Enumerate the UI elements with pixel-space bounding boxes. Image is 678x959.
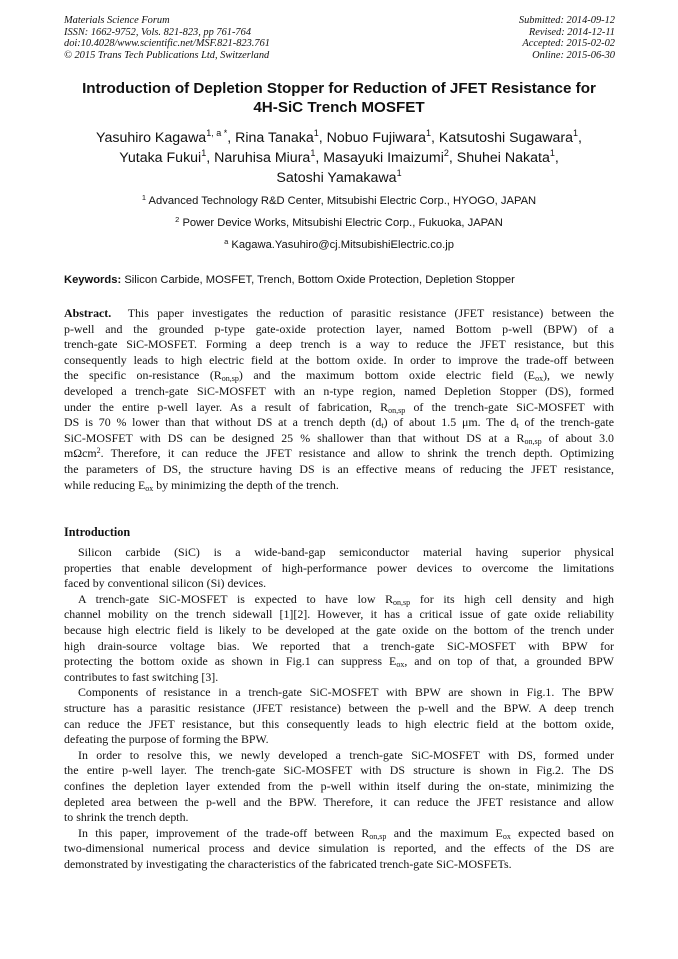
affiliation-mark: 1 <box>141 193 147 202</box>
text-run: ) and the maximum bottom oxide electric field (E <box>238 368 536 383</box>
affiliation-text: Power Device Works, Mitsubishi Electric Corp., Fukuoka, JAPAN <box>182 217 503 229</box>
text-run: by minimizing the depth of the trench. <box>153 477 339 492</box>
subscript: on,sp <box>221 374 239 384</box>
corresponding-email <box>40 238 638 252</box>
paper-title <box>40 79 638 117</box>
subscript: t <box>381 421 384 431</box>
title-line-1: Introduction of Depletion Stopper for Reduction of JFET Resistance for <box>82 80 596 97</box>
date-revised: Revised: 2014-12-11 <box>528 26 615 38</box>
journal-name: Materials Science Forum <box>64 15 170 26</box>
text-run: of the trench-gate <box>518 415 615 430</box>
affiliation-text: Advanced Technology R&D Center, Mitsubishi Electric Corp., HYOGO, JAPAN <box>148 195 537 207</box>
section-heading-introduction: Introduction <box>64 525 131 539</box>
subscript: on,sp <box>524 436 542 446</box>
affiliation-mark: a <box>224 237 229 246</box>
abstract-line: the parameters of DS, the structure having DS is an effective means of reducing the JFET resistance, <box>64 461 614 476</box>
abstract-line <box>64 446 614 462</box>
publication-dates <box>519 15 615 61</box>
title-line-2: 4H-SiC Trench MOSFET <box>253 99 425 116</box>
author-separator: , <box>554 150 559 166</box>
text-run: mΩcm <box>64 446 97 461</box>
subscript: on,sp <box>393 597 411 607</box>
email-text: Kagawa.Yasuhiro@cj.MitsubishiElectric.co.jp <box>231 239 454 251</box>
author-mark: 1 <box>572 128 578 138</box>
text-run: ) of about 1.5 μm. The d <box>383 415 517 430</box>
text-run: ), we newly <box>543 368 614 383</box>
subscript: ox <box>396 660 405 670</box>
author-name: Yutaka Fukui <box>119 150 202 166</box>
text-run: for its high cell density and high <box>410 591 614 606</box>
subscript: ox <box>502 831 511 841</box>
affiliation-1 <box>40 194 638 208</box>
journal-copyright: © 2015 Trans Tech Publications Ltd, Switzerland <box>64 49 270 61</box>
author-line-1 <box>40 128 638 148</box>
journal-doi: doi:10.4028/www.scientific.net/MSF.821-823.761 <box>64 38 270 50</box>
intro-line: depleted area between the p-well and the BPW. Therefore, it can reduce the JFET resistance and allow <box>64 794 614 809</box>
author-mark: 1 <box>201 148 207 158</box>
text-run: In this paper, improvement of the trade-off between R <box>78 825 370 840</box>
author-line-2 <box>40 148 638 168</box>
keywords-text: Silicon Carbide, MOSFET, Trench, Bottom Oxide Protection, Depletion Stopper <box>124 274 515 286</box>
intro-line <box>64 826 614 842</box>
author-name: , Shuhei Nakata <box>448 150 550 166</box>
text-run: , and on top of that, a grounded BPW <box>404 654 615 669</box>
intro-line: high drain-source voltage bias. We reported that a trench-gate SiC-MOSFET with BPW for <box>64 638 614 653</box>
intro-line: to shrink the trench depth. <box>64 810 189 825</box>
abstract-label: Abstract. <box>64 306 112 320</box>
subscript: on,sp <box>369 831 387 841</box>
abstract-line <box>64 415 614 431</box>
intro-line <box>64 654 614 670</box>
author-name: , Nobuo Fujiwara <box>318 130 426 146</box>
text-run: protecting the bottom oxide as shown in Fig.1 can suppress E <box>64 654 397 669</box>
author-mark: 1 <box>549 148 555 158</box>
subscript: on,sp <box>388 405 406 415</box>
intro-line: contributes to fast switching [3]. <box>64 669 219 684</box>
introduction-body <box>64 545 614 872</box>
intro-line: faced by conventional silicon (Si) devices. <box>64 576 267 591</box>
intro-line: Components of resistance in a trench-gate SiC-MOSFET with BPW are shown in Fig.1. The BPW <box>78 685 614 700</box>
text-run: under the entire p-well layer. As a result of fabrication, R <box>64 399 389 414</box>
abstract-line: p-well and the grounded p-type gate-oxide protection layer, named Bottom p-well (BPW) of a <box>64 321 614 336</box>
text-run: . Therefore, it can reduce the JFET resistance and allow to shrink the trench depth. Optimizing <box>100 446 614 461</box>
author-separator: , <box>577 130 582 146</box>
affiliation-2 <box>40 216 638 230</box>
subscript: ox <box>535 374 544 384</box>
author-name: Satoshi Yamakawa <box>276 170 397 186</box>
intro-line: can reduce the JFET resistance, but this consequently leads to high electric field at the bottom oxide, <box>64 716 614 731</box>
intro-line: structure has a parasitic resistance (JFET resistance) between the p-well and the BPW. A deep trench <box>64 700 614 715</box>
intro-line: demonstrated by investigating the characteristics of the fabricated trench-gate SiC-MOSFETs. <box>64 856 512 871</box>
abstract-line <box>64 431 614 447</box>
author-mark: 1 <box>310 148 316 158</box>
author-list <box>40 128 638 188</box>
intro-line: defeating the purpose of forming the BPW. <box>64 732 269 747</box>
intro-line: In order to resolve this, we newly developed a trench-gate SiC-MOSFET with DS, formed under <box>78 747 614 762</box>
journal-info <box>64 15 270 61</box>
text-run: DS is 70 % lower than that without DS at a trench depth (d <box>64 415 382 430</box>
author-mark: 1 <box>425 128 431 138</box>
author-name: Yasuhiro Kagawa <box>96 130 207 146</box>
abstract-line: developed a trench-gate SiC-MOSFET with an n-type region, named Depletion Stopper (DS), formed <box>64 383 614 398</box>
author-name: , Katsutoshi Sugawara <box>431 130 573 146</box>
author-line-3 <box>40 168 638 188</box>
keywords-label: Keywords: <box>64 274 122 286</box>
intro-line <box>64 592 614 608</box>
text-run: of the trench-gate SiC-MOSFET with <box>405 399 614 414</box>
author-name: , Rina Tanaka <box>227 130 314 146</box>
date-accepted: Accepted: 2015-02-02 <box>522 38 615 50</box>
text-run: the specific on-resistance (R <box>64 368 222 383</box>
abstract-line <box>64 368 614 384</box>
abstract-line <box>64 306 614 322</box>
text-run: SiC-MOSFET with DS can be designed 25 % shallower than that without DS at a R <box>64 430 525 445</box>
author-mark: 2 <box>443 148 449 158</box>
intro-line: properties that enable development of high-performance power devices to overcome the limitations <box>64 560 614 575</box>
text-run: of about 3.0 <box>541 430 614 445</box>
intro-line: because high electric field is likely to be developed at the gate oxide on the bottom of the trench under <box>64 622 614 637</box>
intro-line: two-dimensional numerical process and device simulation is reported, and the effects of the DS are <box>64 841 614 856</box>
intro-line: channel mobility on the trench sidewall [1][2]. However, it has a critical issue of gate oxide reliability <box>64 607 614 622</box>
intro-line: Silicon carbide (SiC) is a wide-band-gap semiconductor material having superior physical <box>78 545 614 559</box>
journal-issn: ISSN: 1662-9752, Vols. 821-823, pp 761-764 <box>64 26 252 38</box>
superscript: 2 <box>96 446 101 456</box>
keywords <box>64 273 624 287</box>
author-name: , Naruhisa Miura <box>206 150 311 166</box>
abstract-line <box>64 400 614 416</box>
text-run: while reducing E <box>64 477 146 492</box>
author-mark: 1 <box>396 168 402 178</box>
abstract-line: consequently leads to high electric field at the bottom oxide. In order to improve the trade-off between <box>64 352 614 367</box>
abstract <box>64 306 614 493</box>
abstract-line: trench-gate SiC-MOSFET. Forming a deep trench is a way to reduce the JFET resistance, but this <box>64 337 614 352</box>
abstract-line <box>64 478 614 494</box>
affiliation-mark: 2 <box>175 215 180 224</box>
author-mark: 1 <box>313 128 319 138</box>
author-mark: 1, a * <box>206 128 228 138</box>
author-name: , Masayuki Imaizumi <box>315 150 444 166</box>
text-run: and the maximum E <box>386 825 503 840</box>
subscript: t <box>516 421 519 431</box>
text-run: This paper investigates the reduction of parasitic resistance (JFET resistance) between the <box>127 306 614 320</box>
intro-line: the entire p-well layer. The trench-gate SiC-MOSFET with DS structure is shown in Fig.2. The DS <box>64 763 614 778</box>
text-run: A trench-gate SiC-MOSFET is expected to have low R <box>78 591 394 606</box>
subscript: ox <box>145 483 154 493</box>
date-online: Online: 2015-06-30 <box>532 49 615 61</box>
date-submitted: Submitted: 2014-09-12 <box>518 15 615 26</box>
text-run: expected based on <box>510 825 614 840</box>
intro-line: confines the depletion layer extended from the p-well within itself during the on-state, minimizing the <box>64 778 614 793</box>
